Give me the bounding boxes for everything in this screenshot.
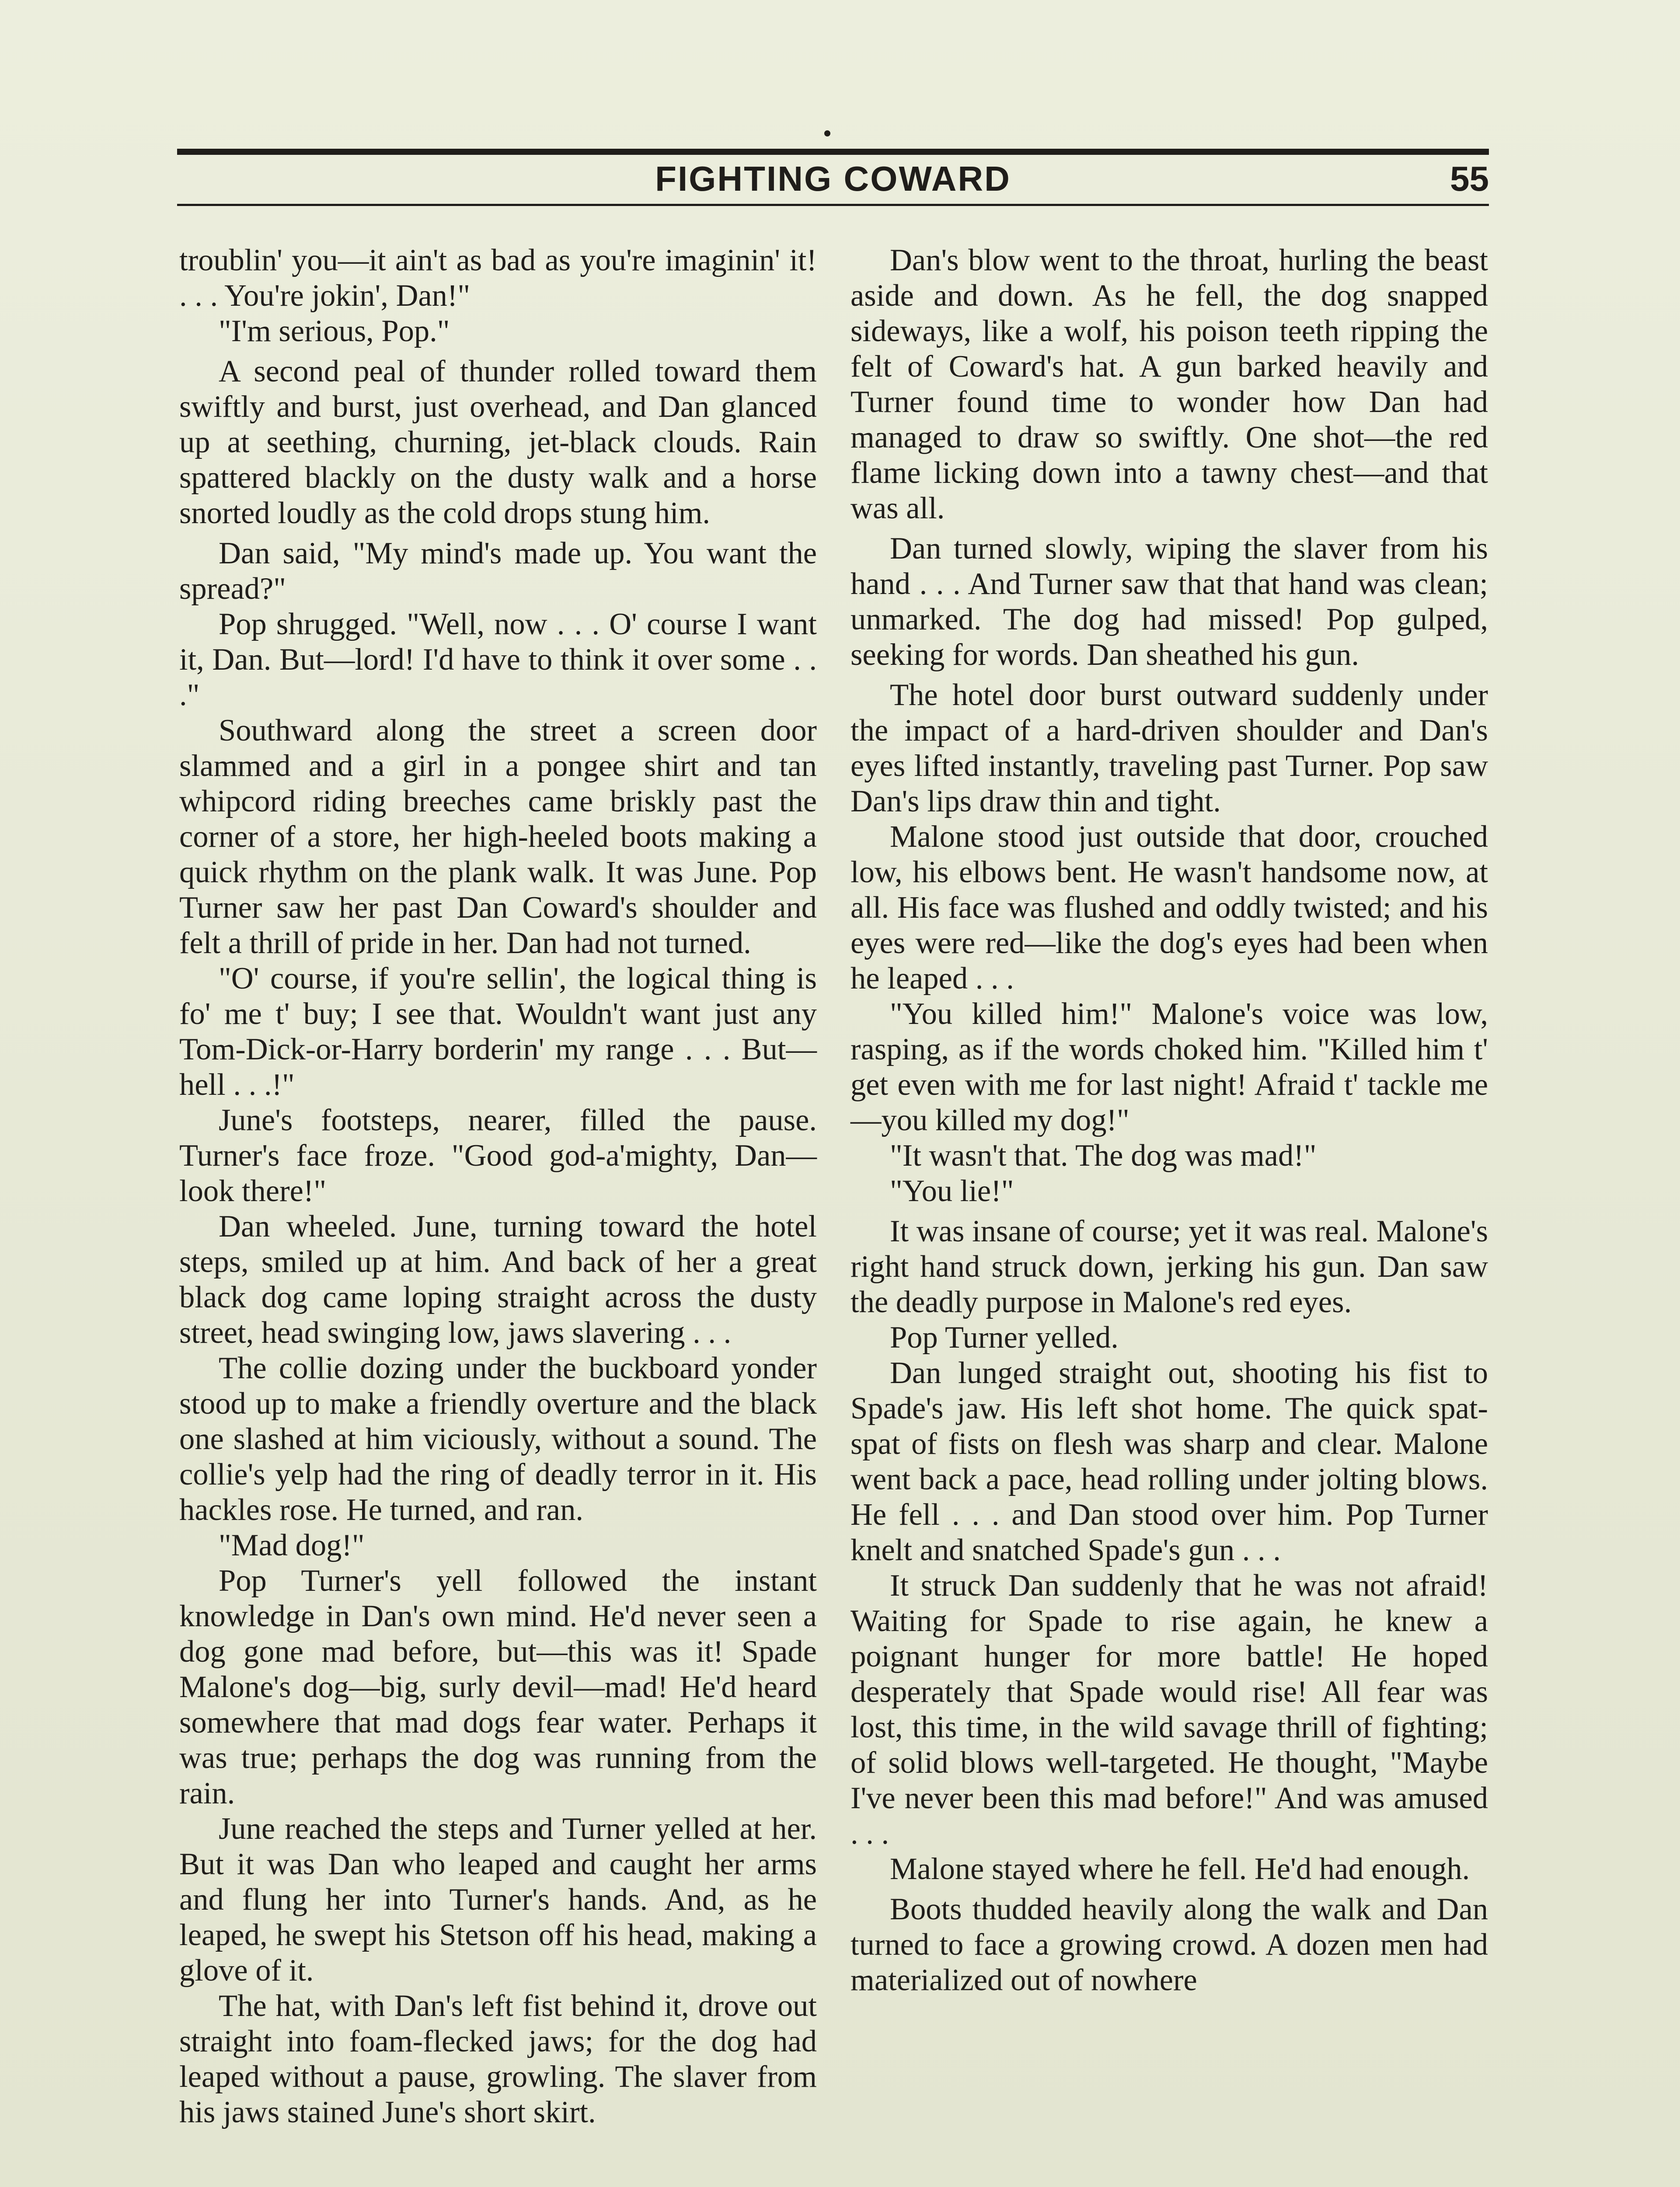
paragraph: Malone stayed where he fell. He'd had enough. xyxy=(890,1852,1470,1886)
running-title: FIGHTING COWARD xyxy=(655,159,1011,198)
text-column-left xyxy=(179,243,817,2130)
paragraph: "I'm serious, Pop." xyxy=(219,314,450,348)
paragraph: "O' course, if you're sellin', the logical thing is fo' me t' buy; I see that. Wouldn't want just any Tom-Dick-or-Harry borderin' my range . . . But—hell . . .!" xyxy=(179,961,817,1102)
paragraph: Boots thudded heavily along the walk and Dan turned to face a growing crowd. A dozen men had materialized out of nowhere xyxy=(850,1892,1488,1997)
paragraph: The hotel door burst outward suddenly under the impact of a hard-driven shoulder and Dan's eyes lifted instantly, traveling past Turner. Pop saw Dan's lips draw thin and tight. xyxy=(850,678,1488,818)
page-number: 55 xyxy=(1450,159,1489,198)
paragraph: Pop Turner's yell followed the instant knowledge in Dan's own mind. He'd never seen a dog gone mad before, but—this was it! Spade Malone's dog—big, surly devil—mad! He'd heard somewhere that mad dogs fear water. Perhaps it was true; perhaps the dog was running from the rain. xyxy=(179,1564,817,1810)
paragraph: "You lie!" xyxy=(890,1174,1014,1208)
paragraph: The hat, with Dan's left fist behind it, drove out straight into foam-flecked jaws; for the dog had leaped without a pause, growling. The slaver from his jaws stained June's short skirt. xyxy=(179,1989,817,2129)
paragraph: Dan said, "My mind's made up. You want the spread?" xyxy=(179,536,817,606)
text-column-right xyxy=(850,243,1488,1998)
header-rule-top xyxy=(177,149,1489,155)
paragraph: It was insane of course; yet it was real. Malone's right hand struck down, jerking his gun. Dan saw the deadly purpose in Malone's red eyes. xyxy=(850,1214,1488,1319)
paragraph: It struck Dan suddenly that he was not afraid! Waiting for Spade to rise again, he knew a poignant hunger for more battle! He hoped desperately that Spade would rise! All fear was lost, this time, in the wild savage thrill of fighting; of solid blows well-targeted. He thought, "Maybe I've never been this mad before!" And was amused . . . xyxy=(850,1569,1488,1851)
paragraph: June reached the steps and Turner yelled at her. But it was Dan who leaped and caught her arms and flung her into Turner's hands. And, as he leaped, he swept his Stetson off his head, making a glove of it. xyxy=(179,1812,817,1988)
paragraph: Dan turned slowly, wiping the slaver from his hand . . . And Turner saw that that hand was clean; unmarked. The dog had missed! Pop gulped, seeking for words. Dan sheathed his gun. xyxy=(850,531,1488,672)
top-dot xyxy=(824,130,830,136)
paragraph: "It wasn't that. The dog was mad!" xyxy=(890,1139,1317,1173)
page-header xyxy=(177,155,1489,203)
paragraph: June's footsteps, nearer, filled the pause. Turner's face froze. "Good god-a'mighty, Dan—look there!" xyxy=(179,1103,817,1208)
paragraph: A second peal of thunder rolled toward them swiftly and burst, just overhead, and Dan glanced up at seething, churning, jet-black clouds. Rain spattered blackly on the dusty walk and a horse snorted loudly as the cold drops stung him. xyxy=(179,354,817,530)
paragraph: troublin' you—it ain't as bad as you're imaginin' it! . . . You're jokin', Dan!" xyxy=(179,243,817,313)
paragraph: Dan wheeled. June, turning toward the hotel steps, smiled up at him. And back of her a great black dog came loping straight across the dusty street, head swinging low, jaws slavering . . . xyxy=(179,1209,817,1350)
paragraph: Pop shrugged. "Well, now . . . O' course I want it, Dan. But—lord! I'd have to think it over some . . ." xyxy=(179,607,817,712)
paragraph: Dan lunged straight out, shooting his fist to Spade's jaw. His left shot home. The quick spat-spat of fists on flesh was sharp and clear. Malone went back a pace, head rolling under jolting blows. He fell . . . and Dan stood over him. Pop Turner knelt and snatched Spade's gun . . . xyxy=(850,1356,1488,1567)
paragraph: "You killed him!" Malone's voice was low, rasping, as if the words choked him. "Killed him t' get even with me for last night! Afraid t' tackle me—you killed my dog!" xyxy=(850,997,1488,1137)
paragraph: Malone stood just outside that door, crouched low, his elbows bent. He wasn't handsome now, at all. His face was flushed and oddly twisted; and his eyes were red—like the dog's eyes had been when he leaped . . . xyxy=(850,820,1488,996)
header-rule-bottom xyxy=(177,204,1489,206)
paragraph: Pop Turner yelled. xyxy=(890,1321,1119,1355)
paragraph: Southward along the street a screen door slammed and a girl in a pongee shirt and tan whipcord riding breeches came briskly past the corner of a store, her high-heeled boots making a quick rhythm on the plank walk. It was June. Pop Turner saw her past Dan Coward's shoulder and felt a thrill of pride in her. Dan had not turned. xyxy=(179,713,817,960)
paragraph: Dan's blow went to the throat, hurling the beast aside and down. As he fell, the dog snapped sideways, like a wolf, his poison teeth ripping the felt of Coward's hat. A gun barked heavily and Turner found time to wonder how Dan had managed to draw so swiftly. One shot—the red flame licking down into a tawny chest—and that was all. xyxy=(850,243,1488,525)
paragraph: "Mad dog!" xyxy=(219,1528,365,1562)
paragraph: The collie dozing under the buckboard yonder stood up to make a friendly overture and the black one slashed at him viciously, without a sound. The collie's yelp had the ring of deadly terror in it. His hackles rose. He turned, and ran. xyxy=(179,1351,817,1527)
